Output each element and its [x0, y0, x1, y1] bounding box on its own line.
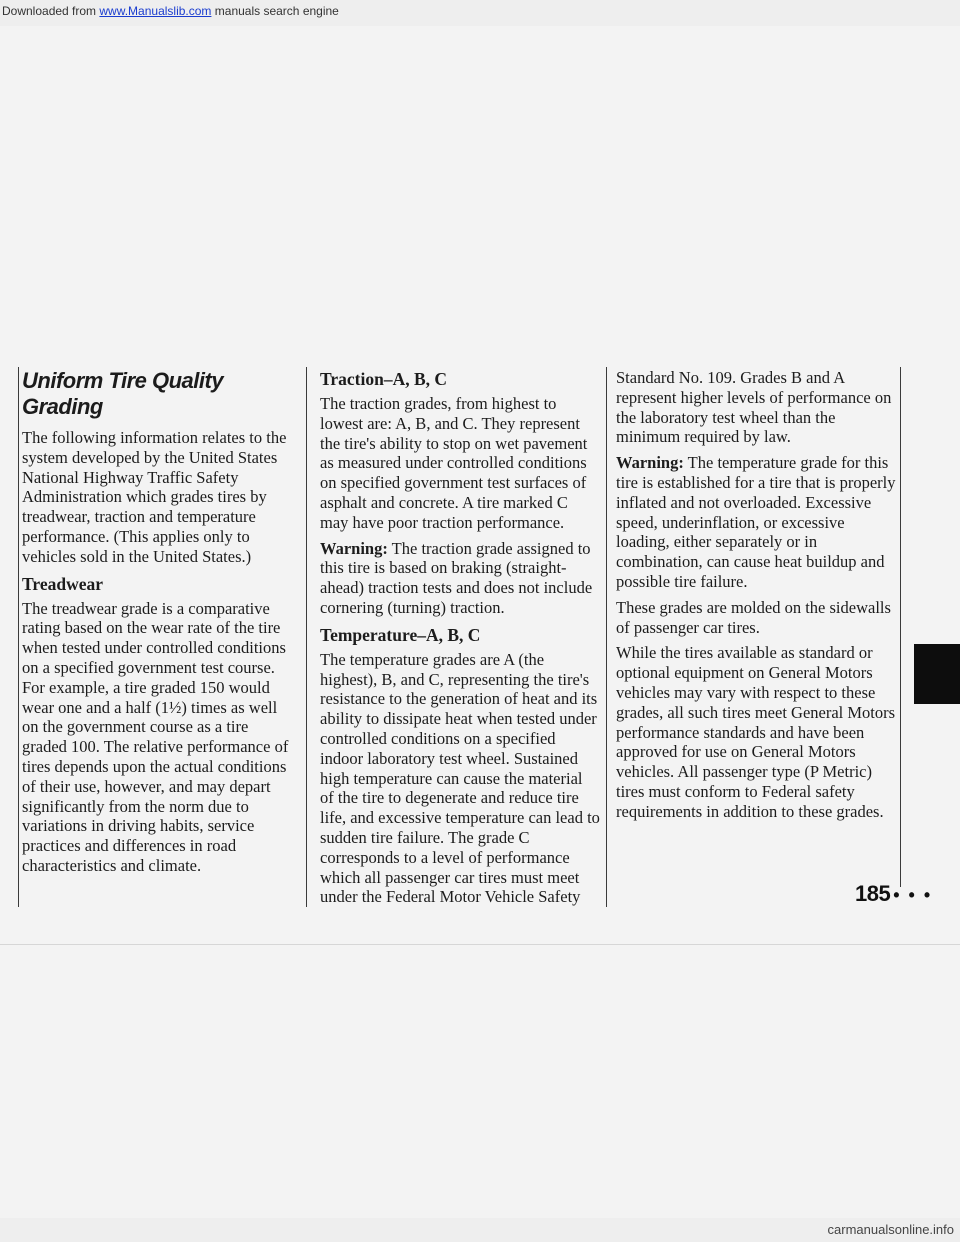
warning-label: Warning:	[320, 538, 388, 558]
section-thumb-tab	[914, 644, 960, 704]
intro-paragraph: The following information relates to the system developed by the United States National Highway Traffic Safety Administration which grades tires by treadwear, traction and temperature performance. (This applies only to vehicles sold in the United States.)	[22, 428, 287, 566]
column-rule-middle	[306, 367, 307, 907]
column-1	[22, 368, 294, 882]
temperature-warning	[616, 453, 898, 592]
page-number	[855, 881, 932, 907]
page-dots: • • •	[893, 885, 933, 905]
traction-paragraph: The traction grades, from highest to lowest are: A, B, and C. They represent the tire's ability to stop on wet pavement as measured under controlled conditions on specified government test surfaces of asphalt and concrete. A tire marked C may have poor traction performance.	[320, 394, 588, 532]
molded-paragraph: These grades are molded on the sidewalls of passenger car tires.	[616, 597, 891, 637]
download-banner	[0, 0, 960, 26]
manualslib-link[interactable]: www.Manualslib.com	[99, 4, 212, 18]
traction-warning	[320, 539, 600, 618]
column-rule-left	[18, 367, 19, 907]
column-rule-right	[606, 367, 607, 907]
footer-bar	[0, 1218, 960, 1242]
temperature-paragraph: The temperature grades are A (the highest), B, and C, representing the tire's resistance to the generation of heat and its ability to dissipate heat when tested under controlled conditions on a specified indoor laboratory test wheel. Sustained high temperature can cause the material of the tire to degenerate and reduce tire life, and excessive temperature can lead to sudden tire failure. The grade C corresponds to a level of performance which all passenger car tires must meet under the Federal Motor Vehicle Safety	[320, 649, 600, 907]
traction-heading: Traction–A, B, C	[320, 369, 448, 389]
section-heading: Uniform Tire Quality Grading	[22, 368, 224, 419]
page-bottom-line	[0, 944, 960, 945]
banner-suffix: manuals search engine	[211, 4, 339, 18]
warning-text: The temperature grade for this tire is established for a tire that is properly inflated and not overloaded. Excessive speed, underinflation, or excessive loading, either separately or in combination, can cause heat buildup and possible tire failure.	[616, 453, 896, 591]
banner-prefix: Downloaded from	[2, 4, 100, 18]
temperature-heading: Temperature–A, B, C	[320, 624, 481, 645]
equipment-paragraph: While the tires available as standard or optional equipment on General Motors vehicles may vary with respect to these grades, all such tires meet General Motors performance standards and have been approved for use on General Motors vehicles. All passenger type (P Metric) tires must conform to Federal safety requirements in addition to these grades.	[616, 643, 896, 821]
treadwear-heading: Treadwear	[22, 573, 103, 594]
continued-paragraph: Standard No. 109. Grades B and A represent higher levels of performance on the laboratory test wheel than the minimum required by law.	[616, 368, 892, 447]
column-3	[616, 368, 898, 828]
column-2	[320, 368, 600, 913]
treadwear-paragraph: The treadwear grade is a comparative rating based on the wear rate of the tire when tested under controlled conditions on a specified government test course. For example, a tire graded 150 would wear one and a half (1½) times as well on the government course as a tire graded 100. The relative performance of tires depends upon the actual conditions of their use, however, and may depart significantly from the norm due to variations in driving habits, service practices and differences in road characteristics and climate.	[22, 598, 289, 875]
warning-text: The traction grade assigned to this tire is based on braking (straight-ahead) traction tests and does not include cornering (turning) traction.	[320, 538, 593, 617]
footer-watermark: carmanualsonline.info	[827, 1222, 954, 1237]
column-rule-outer	[900, 367, 901, 887]
page-number-value: 185	[855, 881, 891, 906]
warning-label: Warning:	[616, 453, 684, 473]
